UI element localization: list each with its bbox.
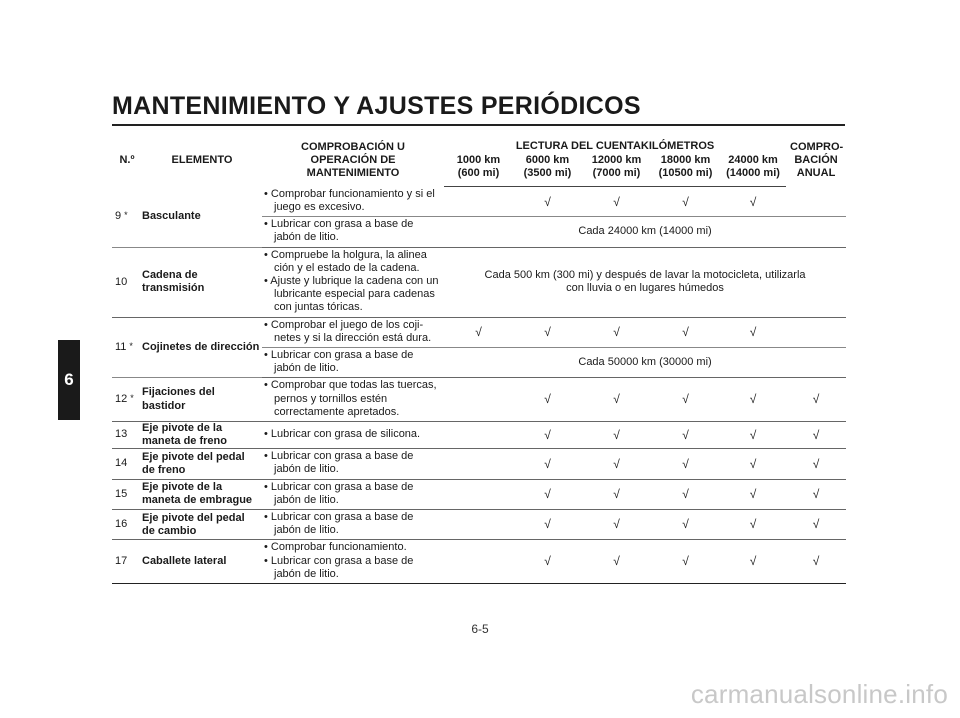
header-element: ELEMENTO [171, 153, 233, 166]
check-mark: √ [720, 421, 786, 448]
check-mark: √ [786, 421, 846, 448]
row-number: 13 [112, 421, 142, 448]
interval-note: Cada 24000 km (14000 mi) [444, 217, 846, 247]
check-mark: √ [582, 540, 651, 584]
table-row [112, 540, 846, 584]
row-element: Eje pivote del pedal de freno [142, 449, 262, 479]
check-mark: √ [513, 378, 582, 422]
check-mark: √ [651, 510, 720, 540]
check-mark: √ [651, 378, 720, 422]
check-mark: √ [513, 187, 582, 217]
row-number: 12 * [112, 378, 142, 422]
maintenance-table [112, 134, 846, 584]
check-mark: √ [720, 317, 786, 347]
header-odometer: LECTURA DEL CUENTAKILÓMETROS [515, 140, 715, 152]
interval-1: 1000 km (600 mi) [444, 154, 513, 187]
check-mark: √ [513, 479, 582, 509]
section-tab: 6 [58, 340, 80, 420]
check-mark: √ [513, 421, 582, 448]
row-element: Basculante [142, 187, 262, 247]
check-mark: √ [582, 317, 651, 347]
row-operation: • Lubricar con grasa de silicona. [262, 421, 444, 448]
check-mark: √ [651, 187, 720, 217]
row-operation: • Comprobar funcionamiento y si el juego es excesivo. [262, 187, 444, 217]
check-mark: √ [513, 449, 582, 479]
check-mark: √ [651, 449, 720, 479]
row-element: Eje pivote de la maneta de embrague [142, 479, 262, 509]
header-operation: COMPROBACIÓN U OPERACIÓN DE MANTENIMIENTO [301, 140, 405, 180]
table-row [112, 378, 846, 422]
header-no: N.º [119, 153, 135, 166]
row-operation: • Lubricar con grasa a base de jabón de litio. [262, 479, 444, 509]
check-mark: √ [582, 510, 651, 540]
interval-4: 18000 km (10500 mi) [651, 154, 720, 187]
interval-3: 12000 km (7000 mi) [582, 154, 651, 187]
check-mark: √ [651, 421, 720, 448]
check-mark: √ [582, 378, 651, 422]
check-mark: √ [513, 540, 582, 584]
row-element: Cadena de transmisión [142, 247, 262, 317]
row-element: Eje pivote de la maneta de freno [142, 421, 262, 448]
row-number: 10 [112, 247, 142, 317]
page-title: MANTENIMIENTO Y AJUSTES PERIÓDICOS [112, 92, 641, 120]
check-mark: √ [720, 449, 786, 479]
check-mark: √ [720, 510, 786, 540]
check-mark: √ [582, 479, 651, 509]
row-operation: • Lubricar con grasa a base de jabón de litio. [262, 347, 444, 377]
check-mark: √ [582, 421, 651, 448]
table-row [112, 187, 846, 217]
check-mark: √ [786, 540, 846, 584]
check-mark: √ [786, 378, 846, 422]
interval-note: Cada 50000 km (30000 mi) [444, 347, 846, 377]
row-element: Cojinetes de dirección [142, 317, 262, 378]
check-mark: √ [720, 378, 786, 422]
check-mark: √ [651, 479, 720, 509]
row-operation: • Comprobar funcionamiento. • Lubricar con grasa a base de jabón de litio. [262, 540, 444, 584]
watermark: carmanualsonline.info [690, 679, 948, 709]
title-rule [112, 124, 845, 126]
table-row [112, 421, 846, 448]
check-mark: √ [651, 317, 720, 347]
check-mark: √ [720, 187, 786, 217]
check-mark: √ [720, 540, 786, 584]
check-mark: √ [786, 449, 846, 479]
row-operation: • Comprobar el juego de los coji- netes y si la dirección está dura. [262, 317, 444, 347]
page-number: 6-5 [471, 622, 489, 636]
row-number: 14 [112, 449, 142, 479]
check-mark: √ [444, 317, 513, 347]
row-number: 9 * [112, 187, 142, 247]
row-operation: • Lubricar con grasa a base de jabón de litio. [262, 217, 444, 247]
table-row [112, 247, 846, 317]
row-element: Fijaciones del bastidor [142, 378, 262, 422]
table-row [112, 510, 846, 540]
row-operation: • Compruebe la holgura, la alinea ción y el estado de la cadena. • Ajuste y lubrique la cadena con un lubricante especial para cadenas con juntas tóricas. [262, 247, 444, 317]
check-mark: √ [582, 187, 651, 217]
header-annual: COMPRO-BACIÓN ANUAL [790, 140, 844, 180]
row-number: 11 * [112, 317, 142, 378]
row-operation: • Lubricar con grasa a base de jabón de litio. [262, 510, 444, 540]
check-mark: √ [786, 479, 846, 509]
table-row [112, 479, 846, 509]
check-mark: √ [786, 510, 846, 540]
row-operation: • Lubricar con grasa a base de jabón de litio. [262, 449, 444, 479]
row-operation: • Comprobar que todas las tuercas, pernos y tornillos estén correctamente apretados. [262, 378, 444, 422]
row-number: 17 [112, 540, 142, 584]
table-row [112, 449, 846, 479]
row-number: 16 [112, 510, 142, 540]
check-mark: √ [513, 510, 582, 540]
check-mark: √ [513, 317, 582, 347]
row-element: Caballete lateral [142, 540, 262, 584]
interval-note: Cada 500 km (300 mi) y después de lavar la motocicleta, utilizarla con lluvia o en lugares húmedos [444, 247, 846, 317]
interval-2: 6000 km (3500 mi) [513, 154, 582, 187]
check-mark: √ [582, 449, 651, 479]
table-row [112, 317, 846, 347]
interval-5: 24000 km (14000 mi) [720, 154, 786, 187]
row-element: Eje pivote del pedal de cambio [142, 510, 262, 540]
check-mark: √ [651, 540, 720, 584]
row-number: 15 [112, 479, 142, 509]
check-mark: √ [720, 479, 786, 509]
